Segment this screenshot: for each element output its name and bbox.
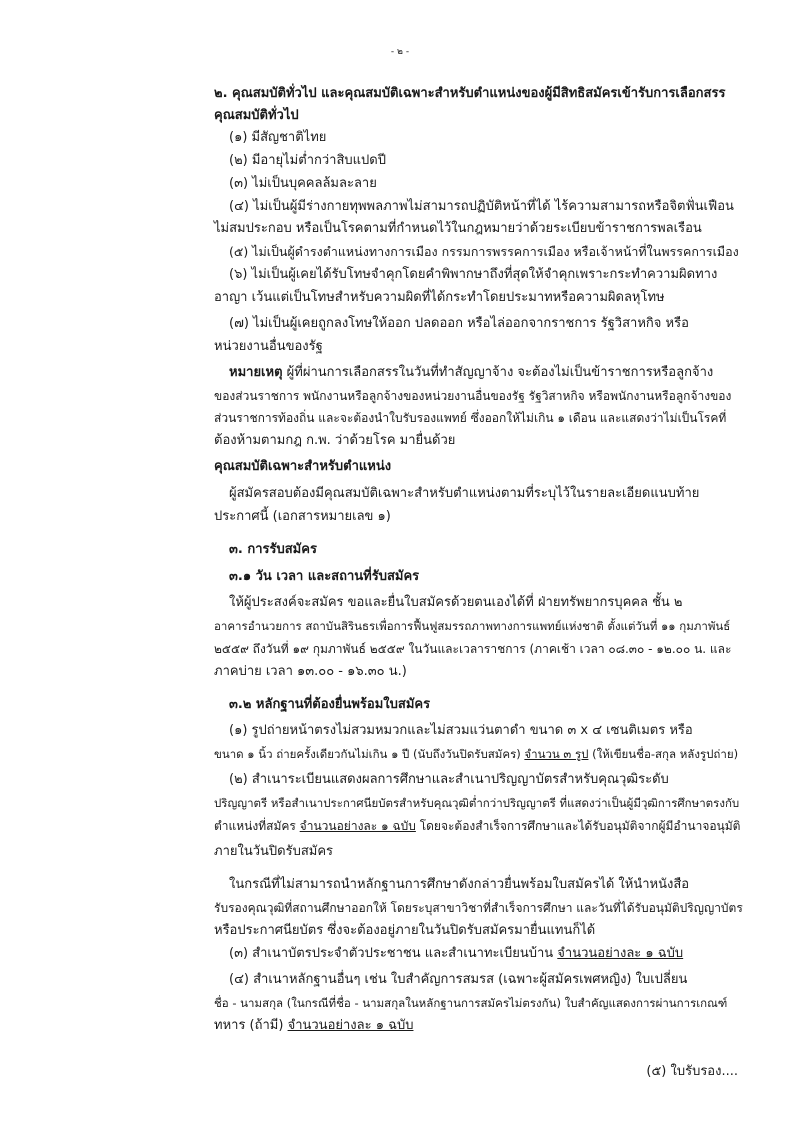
note-text-1: ผู้ที่ผ่านการเลือกสรรในวันที่ทำสัญญาจ้าง จะต้องไม่เป็นข้าราชการหรือลูกจ้าง bbox=[282, 365, 714, 380]
doc-1-line-2 bbox=[214, 744, 738, 764]
note-line-2: ของส่วนราชการ พนักงานหรือลูกจ้างของหน่วยงานอื่นของรัฐ รัฐวิสาหกิจ หรือพนักงานหรือลูกจ้างของ bbox=[214, 389, 732, 403]
note-line-4: ต้องห้ามตามกฎ ก.พ. ว่าด้วยโรค มายื่นด้วย bbox=[214, 433, 456, 448]
doc-2-count: จำนวนอย่างละ ๑ ฉบับ bbox=[299, 819, 416, 833]
section-3-2-title: ๓.๒ หลักฐานที่ต้องยื่นพร้อมใบสมัคร bbox=[229, 697, 431, 712]
doc-2-para-2-line-2: รับรองคุณวุฒิที่สถานศึกษาออกให้ โดยระบุสาขาวิชาที่สำเร็จการศึกษา และวันที่ได้รับอนุมัติปริญญาบัตร bbox=[214, 901, 743, 915]
specific-line-2: ประกาศนี้ (เอกสารหมายเลข ๑) bbox=[214, 509, 391, 524]
general-item-7-line-2: หน่วยงานอื่นของรัฐ bbox=[214, 339, 323, 354]
doc-4-line-1: (๔) สำเนาหลักฐานอื่นๆ เช่น ใบสำคัญการสมรส (เฉพาะผู้สมัครเพศหญิง) ใบเปลี่ยน bbox=[229, 972, 688, 987]
doc-2-line-3-text-b: โดยจะต้องสำเร็จการศึกษาและได้รับอนุมัติจากผู้มีอำนาจอนุมัติ bbox=[415, 819, 741, 833]
specific-qualifications-title: คุณสมบัติเฉพาะสำหรับตำแหน่ง bbox=[214, 459, 392, 474]
doc-3-text: (๓) สำเนาบัตรประจำตัวประชาชน และสำเนาทะเบียนบ้าน bbox=[229, 946, 558, 961]
doc-2-line-1: (๒) สำเนาระเบียนแสดงผลการศึกษาและสำเนาปริญญาบัตรสำหรับคุณวุฒิระดับ bbox=[229, 772, 669, 787]
general-item-2: (๒) มีอายุไม่ต่ำกว่าสิบแปดปี bbox=[229, 153, 386, 168]
section-2-heading: ๒. คุณสมบัติทั่วไป และคุณสมบัติเฉพาะสำหรับตำแหน่งของผู้มีสิทธิสมัครเข้ารับการเลือกสรร bbox=[214, 86, 726, 101]
doc-2-para-2-line-3: หรือประกาศนียบัตร ซึ่งจะต้องอยู่ภายในวันปิดรับสมัครมายื่นแทนก็ได้ bbox=[214, 923, 596, 938]
doc-1-line-1: (๑) รูปถ่ายหน้าตรงไม่สวมหมวกและไม่สวมแว่นตาดำ ขนาด ๓ x ๔ เซนติเมตร หรือ bbox=[229, 723, 693, 738]
section-3-1-line-2: อาคารอำนวยการ สถาบันสิรินธรเพื่อการฟื้นฟูสมรรถภาพทางการแพทย์แห่งชาติ ตั้งแต่วันที่ ๑๑ กุมภาพันธ์ bbox=[214, 619, 731, 633]
doc-2-line-4: ภายในวันปิดรับสมัคร bbox=[214, 844, 334, 859]
continuation-text: (๕) ใบรับรอง.... bbox=[646, 1064, 738, 1079]
doc-3-count: จำนวนอย่างละ ๑ ฉบับ bbox=[557, 946, 684, 961]
doc-3-line bbox=[229, 944, 683, 964]
doc-2-line-3 bbox=[214, 816, 740, 836]
page-number: - ๒ - bbox=[390, 47, 410, 57]
section-3-1-line-1: ให้ผู้ประสงค์จะสมัคร ขอและยื่นใบสมัครด้วยตนเองได้ที่ ฝ่ายทรัพยากรบุคคล ชั้น ๒ bbox=[229, 595, 683, 610]
general-item-5: (๕) ไม่เป็นผู้ดำรงตำแหน่งทางการเมือง กรรมการพรรคการเมือง หรือเจ้าหน้าที่ในพรรคการเมือง bbox=[229, 244, 739, 259]
general-item-1: (๑) มีสัญชาติไทย bbox=[229, 130, 327, 145]
section-3-1-title: ๓.๑ วัน เวลา และสถานที่รับสมัคร bbox=[229, 569, 420, 584]
note-line-1 bbox=[229, 363, 713, 383]
note-label: หมายเหตุ bbox=[229, 365, 283, 380]
doc-1-count: จำนวน ๓ รูป bbox=[524, 747, 589, 761]
section-3-1-line-3: ๒๕๕๙ ถึงวันที่ ๑๙ กุมภาพันธ์ ๒๕๕๙ ในวันและเวลาราชการ (ภาคเช้า เวลา ๐๘.๓๐ - ๑๒.๐๐ น. และ bbox=[214, 642, 732, 656]
general-item-7-line-1: (๗) ไม่เป็นผู้เคยถูกลงโทษให้ออก ปลดออก หรือไล่ออกจากราชการ รัฐวิสาหกิจ หรือ bbox=[229, 316, 689, 331]
general-item-3: (๓) ไม่เป็นบุคคลล้มละลาย bbox=[229, 176, 377, 191]
doc-2-line-3-text-a: ตำแหน่งที่สมัคร bbox=[214, 819, 300, 833]
doc-4-line-2: ชื่อ - นามสกุล (ในกรณีที่ชื่อ - นามสกุลในหลักฐานการสมัครไม่ตรงกัน) ใบสำคัญแสดงการผ่านการเกณฑ์ bbox=[214, 996, 728, 1010]
doc-4-count: จำนวนอย่างละ ๑ ฉบับ bbox=[287, 1018, 414, 1033]
doc-4-line-3-text: ทหาร (ถ้ามี) bbox=[214, 1018, 288, 1033]
doc-2-para-2-line-1: ในกรณีที่ไม่สามารถนำหลักฐานการศึกษาดังกล่าวยื่นพร้อมใบสมัครได้ ให้นำหนังสือ bbox=[229, 877, 690, 892]
general-qualifications-title: คุณสมบัติทั่วไป bbox=[214, 108, 299, 123]
section-3-1-line-4: ภาคบ่าย เวลา ๑๓.๐๐ - ๑๖.๓๐ น.) bbox=[214, 664, 407, 679]
general-item-6-line-1: (๖) ไม่เป็นผู้เคยได้รับโทษจำคุกโดยคำพิพากษาถึงที่สุดให้จำคุกเพราะกระทำความผิดทาง bbox=[229, 267, 718, 282]
general-item-4-line-2: ไม่สมประกอบ หรือเป็นโรคตามที่กำหนดไว้ในกฎหมายว่าด้วยระเบียบข้าราชการพลเรือน bbox=[214, 221, 702, 236]
doc-1-line-2-text-b: (ให้เขียนชื่อ-สกุล หลังรูปถ่าย) bbox=[588, 747, 739, 761]
note-line-3: ส่วนราชการท้องถิ่น และจะต้องนำใบรับรองแพทย์ ซึ่งออกให้ไม่เกิน ๑ เดือน และแสดงว่าไม่เป็นโรคที่ bbox=[214, 411, 727, 425]
specific-line-1: ผู้สมัครสอบต้องมีคุณสมบัติเฉพาะสำหรับตำแหน่งตามที่ระบุไว้ในรายละเอียดแนบท้าย bbox=[229, 486, 700, 501]
general-item-4-line-1: (๔) ไม่เป็นผู้มีร่างกายทุพพลภาพไม่สามารถปฏิบัติหน้าที่ได้ ไร้ความสามารถหรือจิตฟั่นเฟือน bbox=[229, 199, 734, 214]
doc-4-line-3 bbox=[214, 1016, 413, 1036]
doc-2-line-2: ปริญญาตรี หรือสำเนาประกาศนียบัตรสำหรับคุณวุฒิต่ำกว่าปริญญาตรี ที่แสดงว่าเป็นผู้มีวุฒิการศึกษาตรงกับ bbox=[214, 796, 740, 810]
doc-1-line-2-text-a: ขนาด ๑ นิ้ว ถ่ายครั้งเดียวกันไม่เกิน ๑ ปี (นับถึงวันปิดรับสมัคร) bbox=[214, 747, 525, 761]
general-item-6-line-2: อาญา เว้นแต่เป็นโทษสำหรับความผิดที่ได้กระทำโดยประมาทหรือความผิดลหุโทษ bbox=[214, 290, 665, 305]
section-3-heading: ๓. การรับสมัคร bbox=[229, 542, 317, 557]
